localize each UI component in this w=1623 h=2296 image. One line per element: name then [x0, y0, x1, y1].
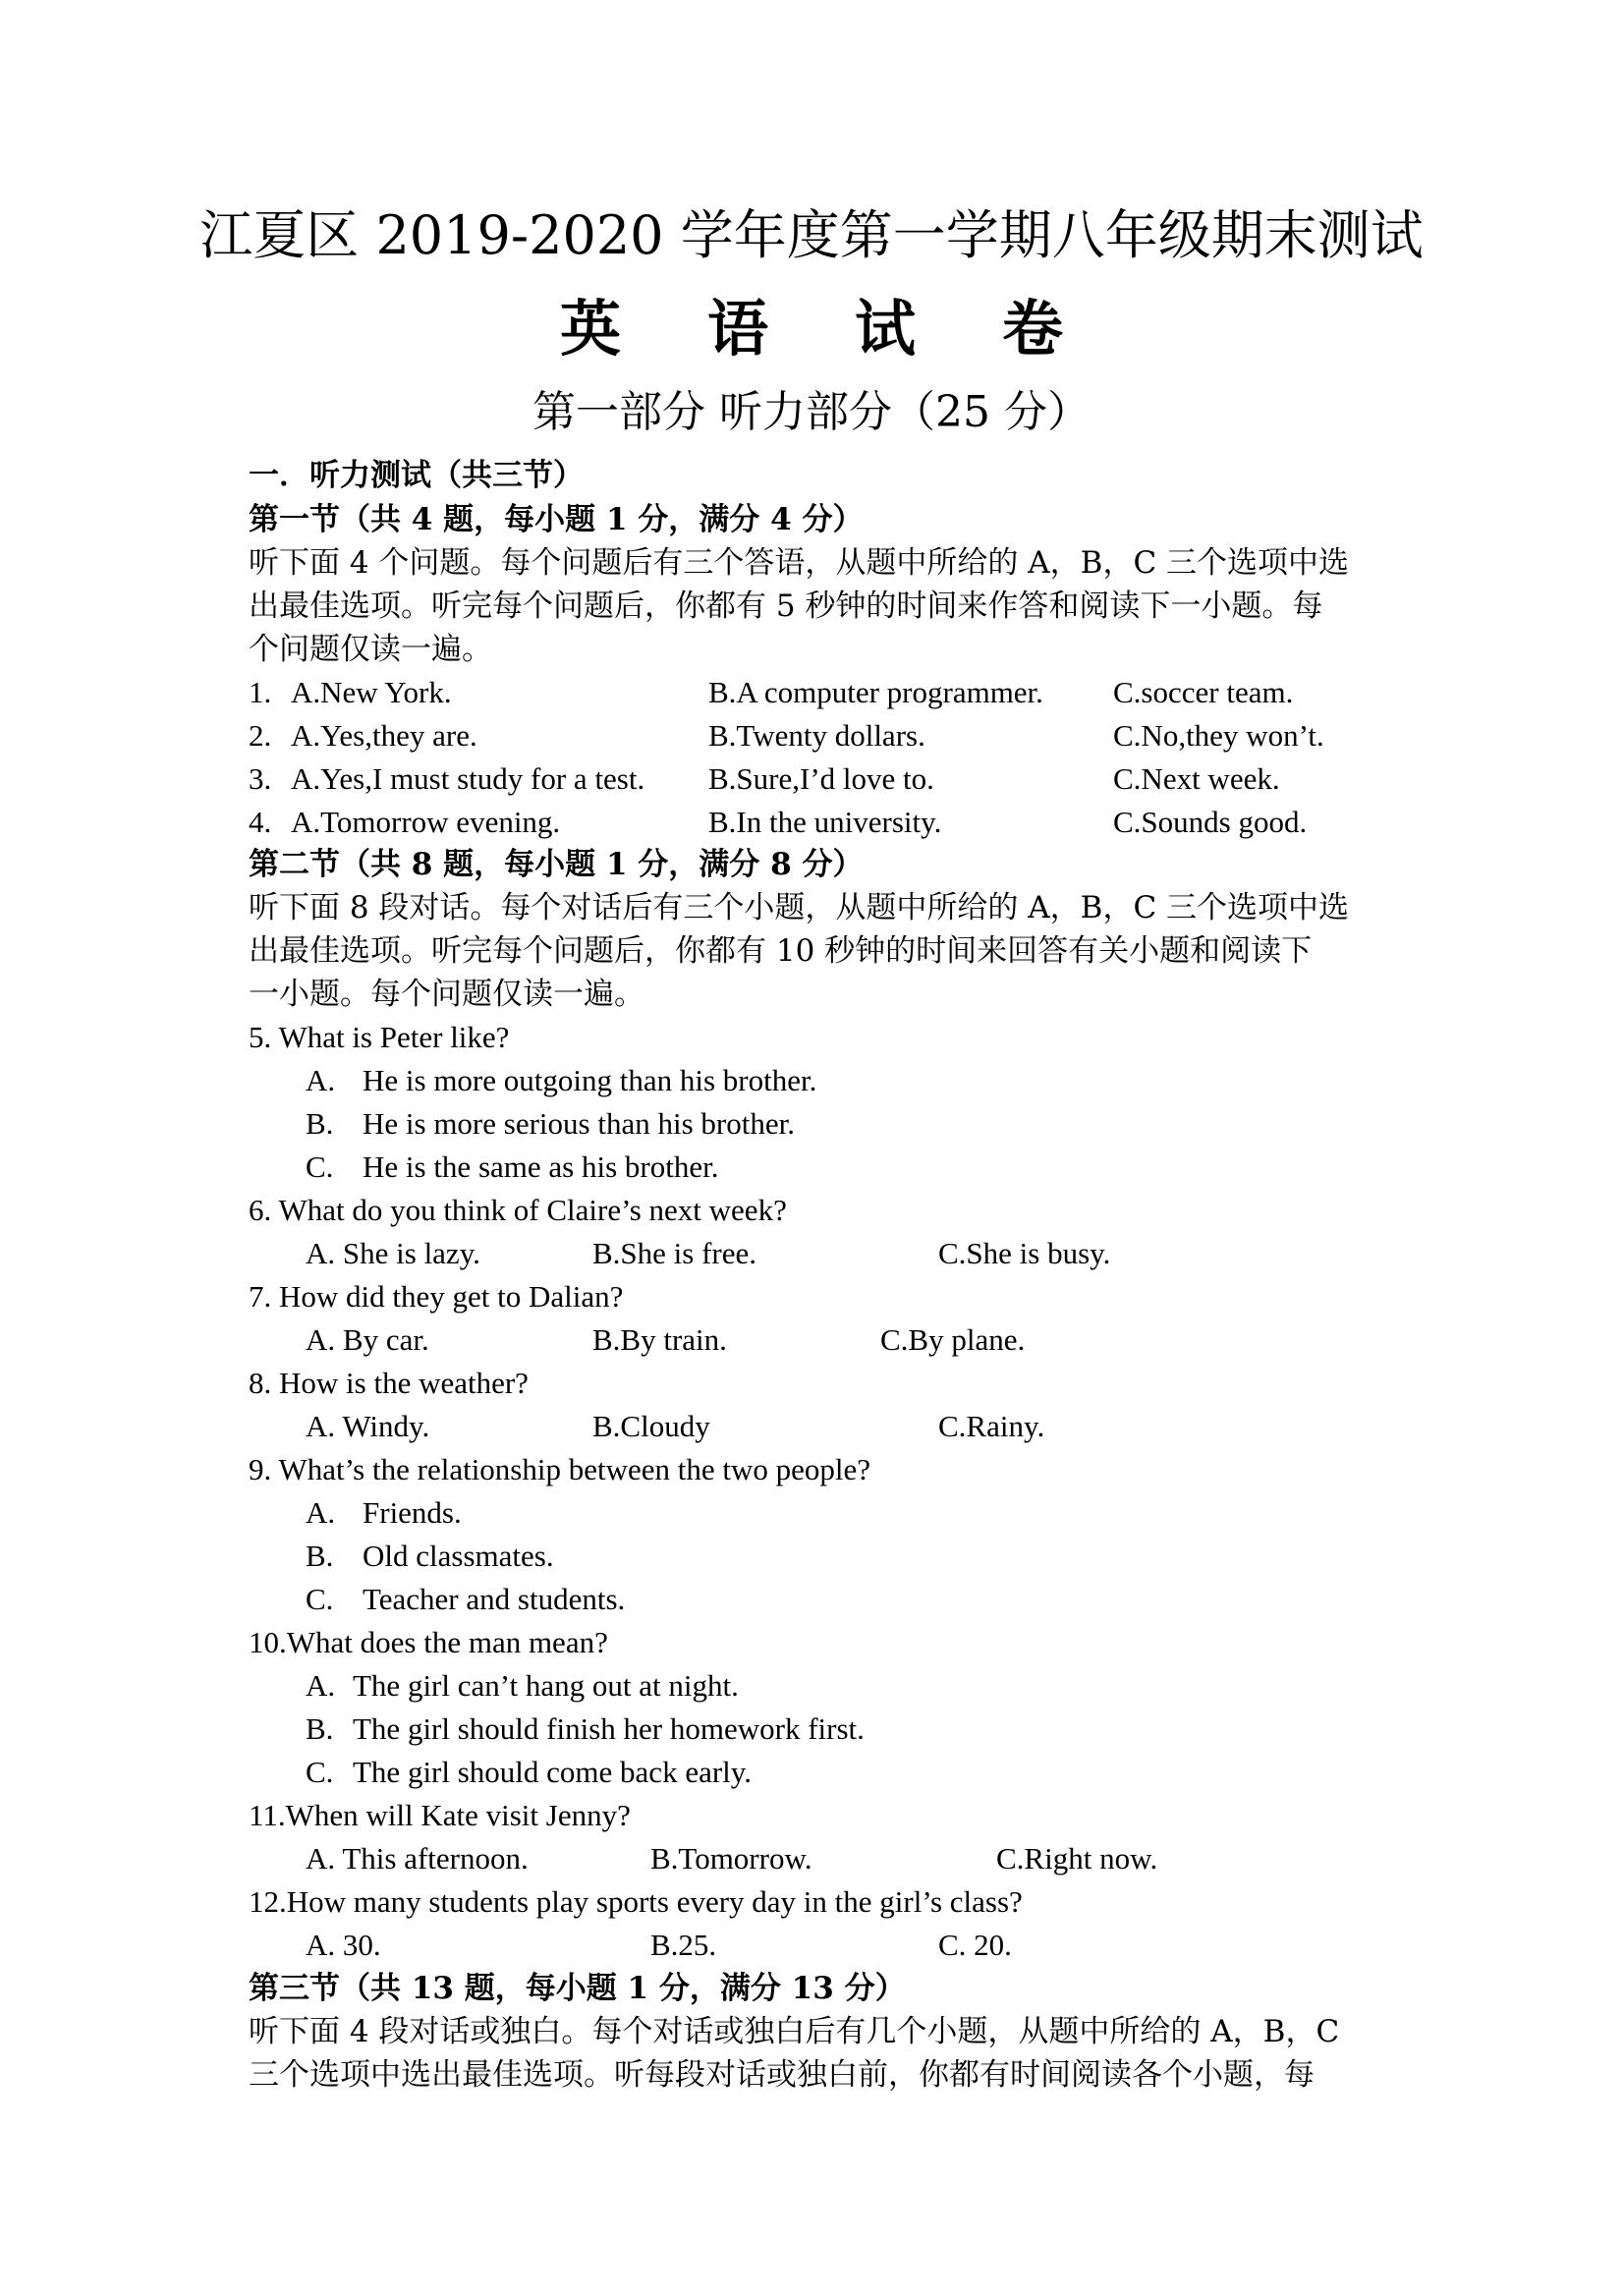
- question-number: 4.: [249, 805, 272, 839]
- subtitle-char: 英: [559, 293, 621, 364]
- option-letter: B.: [306, 1106, 334, 1141]
- option-a: A.Yes,I must study for a test.: [291, 761, 645, 796]
- question-stem: 12.How many students play sports every day in the girl’s class?: [249, 1884, 1023, 1919]
- option-c: C.She is busy.: [938, 1236, 1111, 1270]
- option-b: B.A computer programmer.: [708, 675, 1043, 709]
- part3-instructions-line: 听下面 4 段对话或独白。每个对话或独白后有几个小题，从题中所给的 A，B，C: [249, 2014, 1340, 2049]
- option-a: A. 30.: [306, 1928, 381, 1962]
- option-b: B.Tomorrow.: [650, 1841, 812, 1876]
- option-c: C.Sounds good.: [1113, 805, 1308, 839]
- option-text: Teacher and students.: [363, 1582, 626, 1616]
- part-title: 第一部分 听力部分（25 分）: [532, 387, 1091, 437]
- option-a: A.New York.: [291, 675, 452, 709]
- part1-instructions-line: 听下面 4 个问题。每个问题后有三个答语，从题中所给的 A，B，C 三个选项中选: [249, 545, 1350, 581]
- question-stem: 11.When will Kate visit Jenny?: [249, 1798, 631, 1832]
- subtitle-char: 语: [706, 293, 768, 364]
- option-letter: A.: [306, 1063, 336, 1097]
- part2-instructions-line: 出最佳选项。听完每个问题后，你都有 10 秒钟的时间来回答有关小题和阅读下: [249, 933, 1313, 969]
- option-a: A. She is lazy.: [306, 1236, 480, 1270]
- option-b: B.Sure,I’d love to.: [708, 761, 934, 796]
- part1-instructions-line: 个问题仅读一遍。: [249, 632, 492, 667]
- option-b: B.By train.: [592, 1322, 727, 1357]
- exam-title: 江夏区 2019-2020 学年度第一学期八年级期末测试: [199, 204, 1424, 266]
- option-letter: C.: [306, 1149, 334, 1184]
- option-b: B.Twenty dollars.: [708, 718, 925, 753]
- option-letter: A.: [306, 1668, 336, 1703]
- option-text: The girl should finish her homework first.: [353, 1711, 865, 1746]
- option-b: B.In the university.: [708, 805, 942, 839]
- option-c: C.Next week.: [1113, 761, 1280, 796]
- option-letter: C.: [306, 1755, 334, 1789]
- section-heading: 一．听力测试（共三节）: [249, 458, 584, 493]
- option-a: A. Windy.: [306, 1409, 430, 1443]
- question-number: 2.: [249, 718, 272, 753]
- option-text: The girl should come back early.: [353, 1755, 753, 1789]
- part3-heading: 第三节（共 13 题，每小题 1 分，满分 13 分）: [249, 1971, 906, 2006]
- option-text: The girl can’t hang out at night.: [353, 1668, 739, 1703]
- option-text: He is more outgoing than his brother.: [363, 1063, 817, 1097]
- option-c: C.soccer team.: [1113, 675, 1294, 709]
- option-text: He is more serious than his brother.: [363, 1106, 795, 1141]
- option-b: B.She is free.: [592, 1236, 757, 1270]
- question-stem: 6. What do you think of Claire’s next week?: [249, 1193, 787, 1227]
- option-c: C.No,they won’t.: [1113, 718, 1324, 753]
- option-c: C.Rainy.: [938, 1409, 1045, 1443]
- option-text: He is the same as his brother.: [363, 1149, 719, 1184]
- part3-instructions-line: 三个选项中选出最佳选项。听每段对话或独白前，你都有时间阅读各个小题，每: [249, 2057, 1315, 2093]
- question-stem: 8. How is the weather?: [249, 1366, 529, 1400]
- part2-instructions-line: 听下面 8 段对话。每个对话后有三个小题，从题中所给的 A，B，C 三个选项中选: [249, 890, 1350, 925]
- option-c: C.By plane.: [880, 1322, 1026, 1357]
- question-number: 3.: [249, 761, 272, 796]
- part1-instructions-line: 出最佳选项。听完每个问题后，你都有 5 秒钟的时间来作答和阅读下一小题。每: [249, 588, 1323, 624]
- option-text: Old classmates.: [363, 1539, 554, 1573]
- part1-heading: 第一节（共 4 题，每小题 1 分，满分 4 分）: [249, 502, 864, 537]
- question-stem: 5. What is Peter like?: [249, 1020, 510, 1054]
- subtitle-char: 卷: [1002, 293, 1064, 364]
- question-stem: 7. How did they get to Dalian?: [249, 1279, 624, 1314]
- part2-heading: 第二节（共 8 题，每小题 1 分，满分 8 分）: [249, 847, 864, 882]
- subtitle-char: 试: [855, 293, 917, 364]
- option-b: B.Cloudy: [592, 1409, 710, 1443]
- option-letter: B.: [306, 1711, 334, 1746]
- option-text: Friends.: [363, 1495, 462, 1530]
- question-stem: 10.What does the man mean?: [249, 1625, 608, 1659]
- exam-subtitle: [0, 290, 1623, 368]
- part2-instructions-line: 一小题。每个问题仅读一遍。: [249, 977, 644, 1012]
- question-number: 1.: [249, 675, 272, 709]
- question-stem: 9. What’s the relationship between the two people?: [249, 1452, 871, 1486]
- option-b: B.25.: [650, 1928, 717, 1962]
- option-c: C. 20.: [938, 1928, 1012, 1962]
- option-a: A.Tomorrow evening.: [291, 805, 561, 839]
- option-letter: A.: [306, 1495, 336, 1530]
- option-letter: C.: [306, 1582, 334, 1616]
- option-a: A. This afternoon.: [306, 1841, 529, 1876]
- option-c: C.Right now.: [996, 1841, 1158, 1876]
- option-a: A. By car.: [306, 1322, 429, 1357]
- option-a: A.Yes,they are.: [291, 718, 477, 753]
- option-letter: B.: [306, 1539, 334, 1573]
